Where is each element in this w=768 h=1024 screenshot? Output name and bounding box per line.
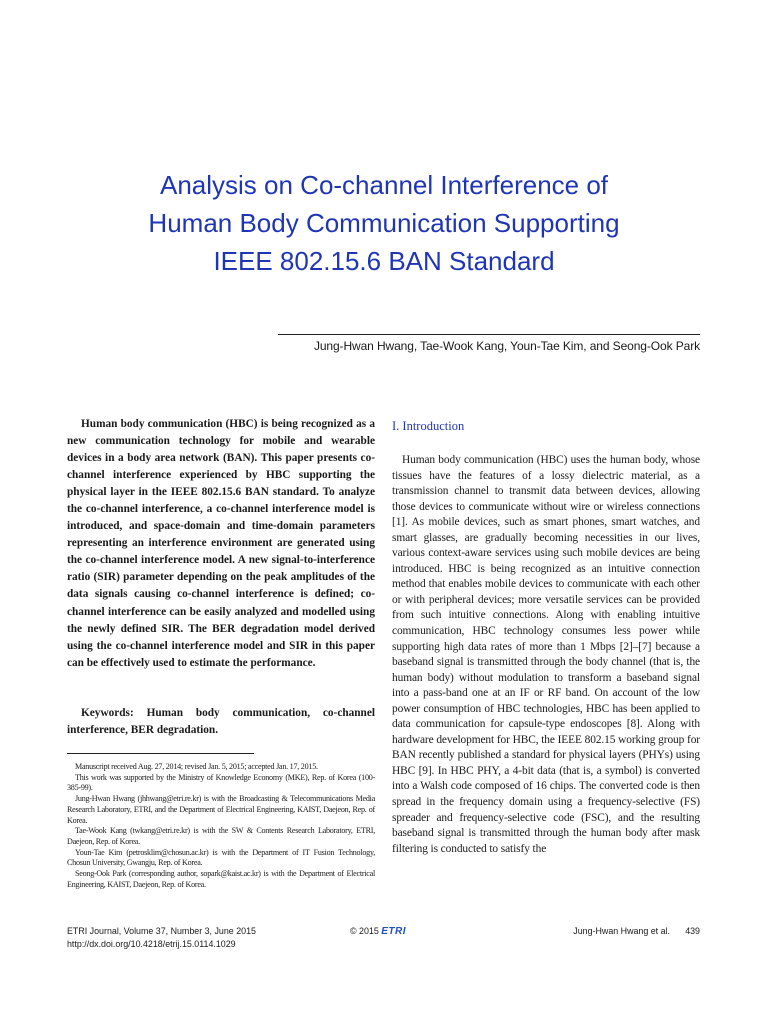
running-author: Jung-Hwan Hwang et al. [573,926,670,936]
author-divider [278,334,700,335]
title-line-2: Human Body Communication Supporting [148,208,620,238]
footnote-author-1: Jung-Hwan Hwang (jhhwang@etri.re.kr) is with the Broadcasting & Telecommunications Media Research Laboratory, ETRI, and the Department of Electrical Engineering, KAIST, Daejeon, Rep. of Korea. [67,794,375,825]
title-line-1: Analysis on Co-channel Interference of [159,170,609,200]
footnote-support: This work was supported by the Ministry of Knowledge Economy (MKE), Rep. of Korea (100-385-99). [67,772,375,793]
etri-logo: ETRI [381,926,406,937]
journal-info [67,925,256,950]
journal-citation: ETRI Journal, Volume 37, Number 3, June 2015 [67,926,256,936]
footnote-divider [67,753,254,754]
footnote-author-4: Seong-Ook Park (corresponding author, sopark@kaist.ac.kr) is with the Department of Electrical Engineering, KAIST, Daejeon, Rep. of Korea. [67,869,375,889]
author-list: Jung-Hwan Hwang, Tae-Wook Kang, Youn-Tae Kim, and Seong-Ook Park [313,339,700,353]
footnote-author-2: Tae-Wook Kang (twkang@etri.re.kr) is with the SW & Contents Research Laboratory, ETRI, Daejeon, Rep. of Korea. [67,826,375,846]
copyright-text: © 2015 [350,926,379,936]
footnote-received: Manuscript received Aug. 27, 2014; revised Jan. 5, 2015; accepted Jan. 17, 2015. [75,762,318,771]
paper-title [60,166,708,280]
keywords: Keywords: Human body communication, co-channel interference, BER degradation. [67,707,375,737]
page-footer [67,925,700,955]
page-number: 439 [685,926,700,936]
doi-link[interactable]: http://dx.doi.org/10.4218/etrij.15.0114.1029 [67,938,236,949]
title-line-3: IEEE 802.15.6 BAN Standard [213,246,555,276]
abstract: Human body communication (HBC) is being recognized as a new communication technology for mobile and wearable devices in a body area network (BAN). This paper presents co-channel interference experienced by HBC supporting the physical layer in the IEEE 802.15.6 BAN standard. To analyze the co-channel interference, a co-channel interference model is introduced, and space-domain and time-domain parameters representing an interference environment are generated using the co-channel interference model. A new signal-to-interference ratio (SIR) parameter depending on the peak amplitudes of the data signals causing co-channel interference is defined; co-channel interference can be easily analyzed and modelled using the newly defined SIR. The BER degradation model derived using the co-channel interference model and SIR in this paper can be effectively used to estimate the performance. [67,418,375,669]
section-heading: I. Introduction [392,419,465,433]
footnotes [67,762,375,890]
introduction-body: Human body communication (HBC) uses the human body, whose tissues have the features of a lossy dielectric material, as a transmission channel to transmit data between devices, allowing those devices to communicate without wire or wireless connections [1]. As mobile devices, such as smart phones, smart watches, and smart glasses, are gradually becoming necessities in our lives, various context-aware services using such mobile devices are being introduced. HBC is being recognized as an intuitive connection method that enables mobile devices to communicate with each other or with peripheral devices; more versatile services can be provided from such intuitive connections. Along with enabling intuitive communication, HBC technology consumes less power while supporting high data rates of more than 1 Mbps [2]–[7] because a baseband signal is transmitted through the body channel (that is, the human body) without modulation to transform a baseband signal into a pass-band one at an IF or RF band. On account of the low power consumption of HBC technologies, HBC has been applied to data communication for capsule-type endoscopes [8]. Along with hardware development for HBC, the IEEE 802.15 working group for BAN recently published a standard for physical layers (PHYs) using HBC [9]. In HBC PHY, a 4-bit data (that is, a symbol) is converted into a Walsh code composed of 16 chips. The converted code is then spread in the frequency domain using a frequency-selective (FS) spreader and frequency-selective code (FSC), and the resulting baseband signal is transmitted through the human body after mask filtering is conducted to satisfy the [392,454,700,855]
footnote-author-3: Youn-Tae Kim (petrosklim@chosun.ac.kr) is with the Department of IT Fusion Technology, Chosun University, Gwangju, Rep. of Korea. [67,847,375,868]
copyright [350,925,406,939]
